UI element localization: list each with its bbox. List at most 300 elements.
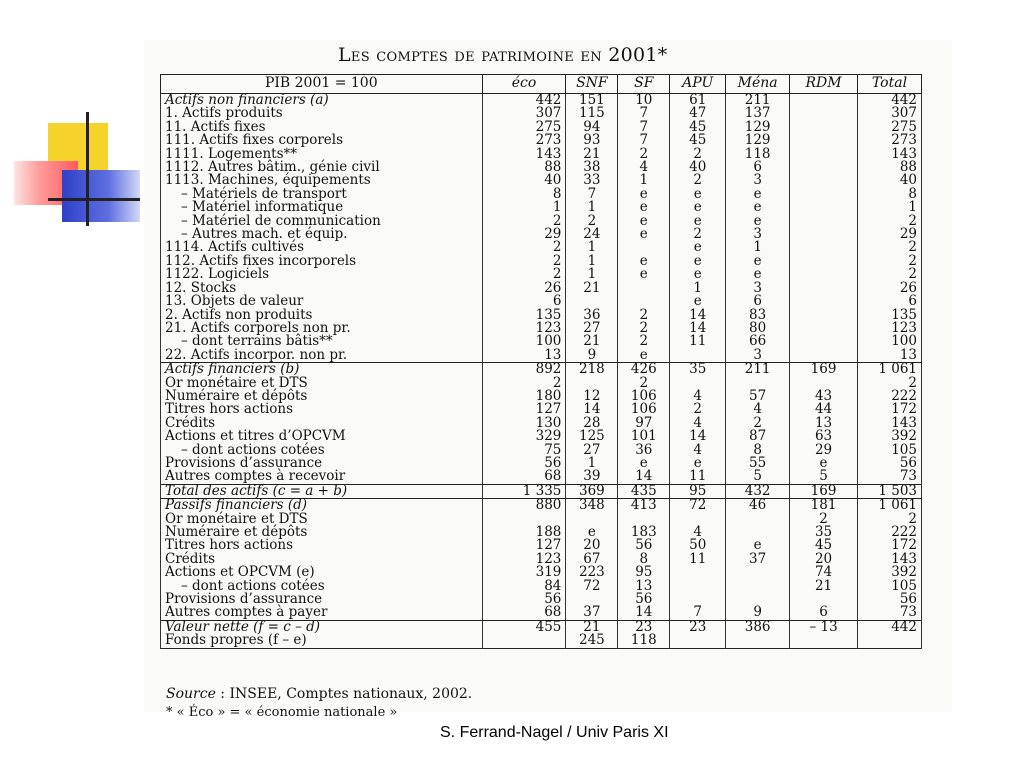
cell-value: 40 <box>482 174 566 187</box>
header-eco: éco <box>482 75 566 94</box>
cell-value: 2 <box>618 309 670 322</box>
row-label: 1. Actifs produits <box>161 107 483 120</box>
row-label: – dont actions cotées <box>161 444 483 457</box>
cell-value: 2 <box>482 255 566 268</box>
cell-value: 14 <box>618 470 670 484</box>
row-label: 1122. Logiciels <box>161 268 483 281</box>
title-text: Les comptes de patrimoine en 2001 <box>338 44 658 66</box>
footer-credit: S. Ferrand-Nagel / Univ Paris XI <box>440 724 669 741</box>
cell-value: 880 <box>482 499 566 513</box>
cell-value <box>670 634 726 648</box>
cell-value: 21 <box>566 620 618 634</box>
cell-value: 45 <box>790 539 858 552</box>
cell-value: 172 <box>858 539 922 552</box>
cell-value: 123 <box>858 322 922 335</box>
cell-value: e <box>670 268 726 281</box>
cell-value: 188 <box>482 526 566 539</box>
header-sf: SF <box>618 75 670 94</box>
cell-value: 29 <box>858 228 922 241</box>
cell-value: 329 <box>482 430 566 443</box>
cell-value: 68 <box>482 470 566 484</box>
cell-value <box>790 309 858 322</box>
cell-value: 35 <box>670 363 726 377</box>
cell-value: 2 <box>670 174 726 187</box>
cell-value <box>790 295 858 308</box>
cell-value: 80 <box>726 322 790 335</box>
cell-value: e <box>618 201 670 214</box>
cell-value: 3 <box>726 228 790 241</box>
cell-value: 72 <box>670 499 726 513</box>
cell-value: 4 <box>670 444 726 457</box>
cell-value <box>790 335 858 348</box>
cell-value: 9 <box>566 349 618 363</box>
cell-value: 2 <box>670 403 726 416</box>
cell-value: 105 <box>858 580 922 593</box>
cell-value: e <box>618 268 670 281</box>
cell-value: 1 <box>670 282 726 295</box>
row-label: Actions et OPCVM (e) <box>161 566 483 579</box>
cell-value: 180 <box>482 390 566 403</box>
cell-value: 12 <box>566 390 618 403</box>
cell-value: 211 <box>726 363 790 377</box>
cell-value: 11 <box>670 553 726 566</box>
cell-value: 392 <box>858 566 922 579</box>
cell-value: 95 <box>670 484 726 498</box>
cell-value: 33 <box>566 174 618 187</box>
cell-value: 100 <box>858 335 922 348</box>
row-label: Provisions d’assurance <box>161 593 483 606</box>
cell-value: 106 <box>618 403 670 416</box>
cell-value <box>790 241 858 254</box>
cell-value: 87 <box>726 430 790 443</box>
cell-value: 3 <box>726 174 790 187</box>
table-row <box>161 255 922 268</box>
cell-value <box>790 201 858 214</box>
table-row <box>161 634 922 648</box>
row-label: Actifs financiers (b) <box>161 363 483 377</box>
cell-value <box>670 580 726 593</box>
cell-value: 35 <box>790 526 858 539</box>
cell-value: 57 <box>726 390 790 403</box>
row-label: – Matériel de communication <box>161 215 483 228</box>
cell-value: 101 <box>618 430 670 443</box>
cell-value: 55 <box>726 457 790 470</box>
source-text: : INSEE, Comptes nationaux, 2002. <box>215 686 473 702</box>
cell-value: 2 <box>566 215 618 228</box>
decor-vertical-line <box>86 112 89 226</box>
decor-horizontal-line <box>48 198 140 201</box>
cell-value: 7 <box>618 107 670 120</box>
cell-value: 442 <box>858 94 922 108</box>
cell-value: 11 <box>670 470 726 484</box>
cell-value: 24 <box>566 228 618 241</box>
cell-value: 2 <box>858 268 922 281</box>
cell-value <box>726 580 790 593</box>
cell-value: 88 <box>858 161 922 174</box>
header-rdm: RDM <box>790 75 858 94</box>
cell-value: 14 <box>670 309 726 322</box>
row-label: 111. Actifs fixes corporels <box>161 134 483 147</box>
cell-value: 211 <box>726 94 790 108</box>
cell-value: 2 <box>790 513 858 526</box>
cell-value: 37 <box>566 606 618 620</box>
cell-value: e <box>670 201 726 214</box>
cell-value: 1 061 <box>858 499 922 513</box>
cell-value: 13 <box>858 349 922 363</box>
cell-value: 7 <box>618 121 670 134</box>
table-row <box>161 268 922 281</box>
row-label: 11. Actifs fixes <box>161 121 483 134</box>
cell-value <box>790 174 858 187</box>
cell-value <box>618 282 670 295</box>
cell-value: 2 <box>618 148 670 161</box>
cell-value: 45 <box>670 121 726 134</box>
cell-value: e <box>670 215 726 228</box>
header-snf: SNF <box>566 75 618 94</box>
cell-value: 26 <box>858 282 922 295</box>
cell-value: 47 <box>670 107 726 120</box>
section-actifs-non-financiers <box>161 94 922 363</box>
cell-value: 1 <box>566 268 618 281</box>
cell-value: 273 <box>482 134 566 147</box>
cell-value: 75 <box>482 444 566 457</box>
cell-value: 2 <box>858 377 922 390</box>
row-label: Crédits <box>161 417 483 430</box>
cell-value: 23 <box>670 620 726 634</box>
table-header-row <box>161 75 922 94</box>
cell-value: 93 <box>566 134 618 147</box>
decor-blue-square <box>62 170 140 222</box>
page-title <box>338 44 668 66</box>
cell-value: 43 <box>790 390 858 403</box>
section-passifs-financiers <box>161 499 922 621</box>
cell-value: 222 <box>858 526 922 539</box>
cell-value <box>790 148 858 161</box>
cell-value: e <box>670 188 726 201</box>
row-label: Actions et titres d’OPCVM <box>161 430 483 443</box>
cell-value: 28 <box>566 417 618 430</box>
row-label: Actifs non financiers (a) <box>161 94 483 108</box>
row-label: Autres comptes à payer <box>161 606 483 620</box>
cell-value: 7 <box>566 188 618 201</box>
cell-value: 442 <box>482 94 566 108</box>
cell-value: e <box>618 215 670 228</box>
cell-value: 88 <box>482 161 566 174</box>
cell-value: 181 <box>790 499 858 513</box>
cell-value: 97 <box>618 417 670 430</box>
cell-value: 307 <box>858 107 922 120</box>
cell-value: 56 <box>858 593 922 606</box>
cell-value: e <box>726 539 790 552</box>
cell-value <box>790 121 858 134</box>
cell-value: 6 <box>790 606 858 620</box>
cell-value: e <box>618 228 670 241</box>
row-label: Crédits <box>161 553 483 566</box>
cell-value: 135 <box>858 309 922 322</box>
cell-value: 118 <box>618 634 670 648</box>
cell-value: 29 <box>482 228 566 241</box>
cell-value: 1 061 <box>858 363 922 377</box>
cell-value: 137 <box>726 107 790 120</box>
cell-value: 4 <box>670 390 726 403</box>
cell-value: 2 <box>482 377 566 390</box>
row-label: 21. Actifs corporels non pr. <box>161 322 483 335</box>
cell-value: 129 <box>726 134 790 147</box>
row-label: Titres hors actions <box>161 539 483 552</box>
cell-value: 45 <box>670 134 726 147</box>
cell-value: e <box>790 457 858 470</box>
row-label: – Autres mach. et équip. <box>161 228 483 241</box>
cell-value <box>726 513 790 526</box>
cell-value: 84 <box>482 580 566 593</box>
cell-value: 37 <box>726 553 790 566</box>
cell-value: 143 <box>858 417 922 430</box>
title-mark: * <box>657 44 668 66</box>
row-label: – Matériel informatique <box>161 201 483 214</box>
cell-value: e <box>726 215 790 228</box>
cell-value: 56 <box>482 593 566 606</box>
row-label: Numéraire et dépôts <box>161 526 483 539</box>
row-label: Total des actifs (c = a + b) <box>161 484 483 498</box>
header-total: Total <box>858 75 922 94</box>
cell-value: 74 <box>790 566 858 579</box>
cell-value: 100 <box>482 335 566 348</box>
cell-value: 4 <box>618 161 670 174</box>
cell-value: e <box>670 457 726 470</box>
cell-value: 1 335 <box>482 484 566 498</box>
cell-value: 127 <box>482 403 566 416</box>
cell-value: 125 <box>566 430 618 443</box>
cell-value: e <box>566 526 618 539</box>
cell-value: e <box>618 255 670 268</box>
cell-value <box>790 322 858 335</box>
row-label: Numéraire et dépôts <box>161 390 483 403</box>
row-label: 12. Stocks <box>161 282 483 295</box>
cell-value: 95 <box>618 566 670 579</box>
cell-value: e <box>670 295 726 308</box>
cell-value: 3 <box>726 349 790 363</box>
cell-value: 1 503 <box>858 484 922 498</box>
cell-value <box>726 566 790 579</box>
cell-value: 3 <box>726 282 790 295</box>
cell-value: 13 <box>482 349 566 363</box>
cell-value: 392 <box>858 430 922 443</box>
row-label: Or monétaire et DTS <box>161 513 483 526</box>
cell-value: 1 <box>618 174 670 187</box>
cell-value: 14 <box>618 606 670 620</box>
cell-value: 123 <box>482 322 566 335</box>
cell-value: 2 <box>482 268 566 281</box>
cell-value: e <box>670 255 726 268</box>
row-label: 2. Actifs non produits <box>161 309 483 322</box>
cell-value: 2 <box>858 255 922 268</box>
row-label: Autres comptes à recevoir <box>161 470 483 484</box>
patrimoine-table <box>160 74 922 649</box>
cell-value: 21 <box>566 335 618 348</box>
cell-value <box>482 634 566 648</box>
cell-value: 7 <box>618 134 670 147</box>
cell-value: 2 <box>726 417 790 430</box>
cell-value: 8 <box>858 188 922 201</box>
cell-value: 94 <box>566 121 618 134</box>
cell-value: 23 <box>618 620 670 634</box>
cell-value: 13 <box>618 580 670 593</box>
cell-value: 118 <box>726 148 790 161</box>
cell-value: e <box>726 188 790 201</box>
cell-value: 892 <box>482 363 566 377</box>
cell-value: 21 <box>566 148 618 161</box>
cell-value: 27 <box>566 322 618 335</box>
cell-value: 67 <box>566 553 618 566</box>
cell-value: 275 <box>482 121 566 134</box>
cell-value: 348 <box>566 499 618 513</box>
cell-value: 307 <box>482 107 566 120</box>
cell-value: 36 <box>566 309 618 322</box>
cell-value: 455 <box>482 620 566 634</box>
header-mena: Ména <box>726 75 790 94</box>
cell-value: 8 <box>482 188 566 201</box>
cell-value <box>790 94 858 108</box>
cell-value: 40 <box>670 161 726 174</box>
cell-value: 73 <box>858 470 922 484</box>
cell-value: 319 <box>482 566 566 579</box>
row-label: 1114. Actifs cultivés <box>161 241 483 254</box>
cell-value: 56 <box>618 539 670 552</box>
cell-value: 21 <box>790 580 858 593</box>
section-actifs-financiers <box>161 363 922 485</box>
cell-value: 222 <box>858 390 922 403</box>
cell-value <box>790 634 858 648</box>
cell-value: 46 <box>726 499 790 513</box>
cell-value: 2 <box>858 241 922 254</box>
cell-value: 2 <box>670 228 726 241</box>
cell-value: 6 <box>726 295 790 308</box>
cell-value: 135 <box>482 309 566 322</box>
row-label: Fonds propres (f – e) <box>161 634 483 648</box>
cell-value: 38 <box>566 161 618 174</box>
cell-value <box>790 268 858 281</box>
cell-value: 73 <box>858 606 922 620</box>
cell-value <box>858 634 922 648</box>
cell-value: 123 <box>482 553 566 566</box>
cell-value: 245 <box>566 634 618 648</box>
cell-value: e <box>726 268 790 281</box>
cell-value: 56 <box>618 593 670 606</box>
cell-value: 72 <box>566 580 618 593</box>
cell-value: 14 <box>670 322 726 335</box>
cell-value: 40 <box>858 174 922 187</box>
cell-value: 169 <box>790 484 858 498</box>
footnote: * « Éco » = « économie nationale » <box>166 705 398 720</box>
cell-value <box>790 188 858 201</box>
row-label: 22. Actifs incorpor. non pr. <box>161 349 483 363</box>
cell-value: 63 <box>790 430 858 443</box>
cell-value: 130 <box>482 417 566 430</box>
header-apu: APU <box>670 75 726 94</box>
cell-value: 413 <box>618 499 670 513</box>
source-note: Source : INSEE, Comptes nationaux, 2002. <box>166 686 473 702</box>
cell-value: 50 <box>670 539 726 552</box>
row-label: 112. Actifs fixes incorporels <box>161 255 483 268</box>
cell-value: 1 <box>566 457 618 470</box>
cell-value: 14 <box>566 403 618 416</box>
row-label: – dont actions cotées <box>161 580 483 593</box>
cell-value: e <box>618 457 670 470</box>
cell-value <box>726 634 790 648</box>
cell-value: 143 <box>482 148 566 161</box>
cell-value: 36 <box>618 444 670 457</box>
cell-value: 127 <box>482 539 566 552</box>
cell-value: 5 <box>726 470 790 484</box>
cell-value: 223 <box>566 566 618 579</box>
cell-value: 7 <box>670 606 726 620</box>
cell-value: 6 <box>482 295 566 308</box>
cell-value: 432 <box>726 484 790 498</box>
row-label: Provisions d’assurance <box>161 457 483 470</box>
cell-value: 8 <box>618 553 670 566</box>
cell-value: 4 <box>670 417 726 430</box>
cell-value: 6 <box>858 295 922 308</box>
section-valeur-nette <box>161 620 922 648</box>
cell-value: 2 <box>618 377 670 390</box>
cell-value: 183 <box>618 526 670 539</box>
cell-value: 2 <box>670 148 726 161</box>
cell-value: 44 <box>790 403 858 416</box>
cell-value: 106 <box>618 390 670 403</box>
cell-value <box>790 282 858 295</box>
cell-value: 11 <box>670 335 726 348</box>
cell-value: 68 <box>482 606 566 620</box>
cell-value: 13 <box>790 417 858 430</box>
cell-value: 129 <box>726 121 790 134</box>
cell-value: 14 <box>670 430 726 443</box>
cell-value: e <box>618 188 670 201</box>
cell-value: – 13 <box>790 620 858 634</box>
cell-value: 1 <box>482 201 566 214</box>
cell-value: 9 <box>726 606 790 620</box>
header-base: PIB 2001 = 100 <box>161 75 483 94</box>
row-label: 1111. Logements** <box>161 148 483 161</box>
row-label: Passifs financiers (d) <box>161 499 483 513</box>
cell-value: 10 <box>618 94 670 108</box>
row-label: Titres hors actions <box>161 403 483 416</box>
cell-value: e <box>618 349 670 363</box>
row-label: – dont terrains bâtis** <box>161 335 483 348</box>
cell-value: 426 <box>618 363 670 377</box>
row-label: Valeur nette (f = c – d) <box>161 620 483 634</box>
cell-value: 83 <box>726 309 790 322</box>
cell-value: 66 <box>726 335 790 348</box>
cell-value: 20 <box>790 553 858 566</box>
cell-value: 151 <box>566 94 618 108</box>
cell-value: 2 <box>618 335 670 348</box>
cell-value: 435 <box>618 484 670 498</box>
cell-value: 218 <box>566 363 618 377</box>
cell-value: 39 <box>566 470 618 484</box>
cell-value <box>790 134 858 147</box>
row-label: – Matériels de transport <box>161 188 483 201</box>
cell-value: 61 <box>670 94 726 108</box>
cell-value: 1 <box>566 255 618 268</box>
cell-value: 8 <box>726 444 790 457</box>
cell-value: 29 <box>790 444 858 457</box>
cell-value <box>790 228 858 241</box>
cell-value: 2 <box>858 513 922 526</box>
cell-value: 2 <box>618 322 670 335</box>
cell-value: 369 <box>566 484 618 498</box>
cell-value: 1 <box>858 201 922 214</box>
cell-value: 143 <box>858 553 922 566</box>
